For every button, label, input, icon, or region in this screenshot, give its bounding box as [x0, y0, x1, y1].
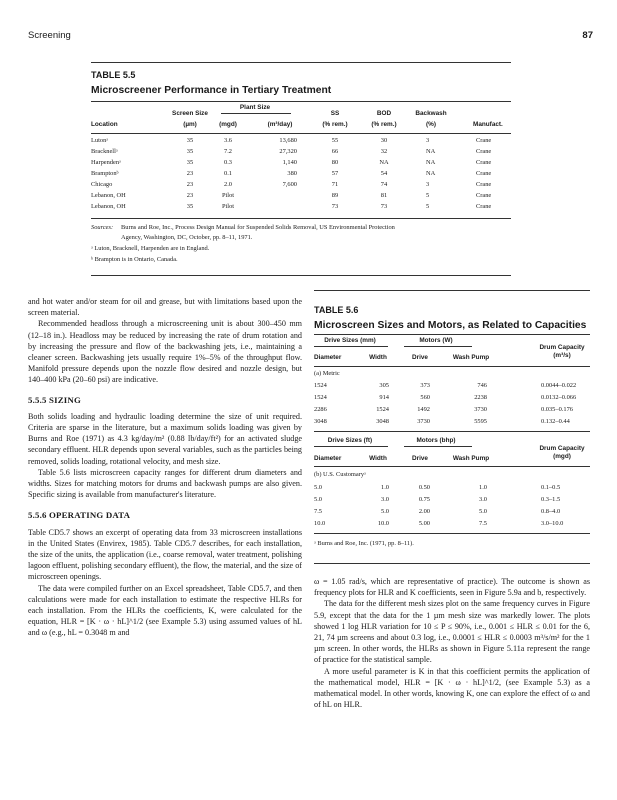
col-wash-pump: Wash Pump — [452, 455, 490, 462]
running-header-section: Screening — [28, 30, 71, 41]
sources-text-cont: Agency, Washington, DC, October, pp. 8–11, 1971. — [121, 234, 253, 241]
cell-m3day: 7,600 — [282, 181, 297, 188]
cell-diameter: 3048 — [314, 418, 327, 425]
cell-backwash: NA — [426, 170, 436, 177]
paragraph: Recommended headloss through a microscreening unit is about 300–450 mm (12–18 in.). Headloss may be reduced by increasing the rate of drum rotation and by increasing the pressure and flow of the backwashing jets, i.e., maintaining a cleaner screen. Backwashing jets usually require 1%–5% of the throughput flow. Manifold pressure depends upon the nozzle flow desired and nozzle design, but 140–400 kPa (20–60 psi) are indicative. — [28, 319, 302, 385]
cell-bod: 73 — [380, 203, 388, 210]
cell-width: 1.0 — [381, 484, 389, 491]
cell-diameter: 1524 — [314, 382, 327, 389]
cell-bod: 74 — [380, 181, 388, 188]
cell-backwash: NA — [426, 159, 436, 166]
col-group-drive-sizes: Drive Sizes (mm) — [324, 337, 376, 344]
cell-backwash: 3 — [426, 181, 430, 188]
col-wash-pump: Wash Pump — [452, 354, 490, 361]
paragraph: Table 5.6 lists microscreen capacity ranges for different drum diameters and widths. Sizes for matching motors for drums and backwash pumps are also given. Specific sizing is available from manufacturer's literature. — [28, 467, 302, 500]
group-underline — [404, 446, 472, 447]
col-drive: Drive — [412, 455, 428, 462]
col-backwash-unit: (%) — [426, 121, 436, 128]
table-bottom-rule — [91, 275, 511, 276]
cell-capacity: 0.0044–0.022 — [541, 382, 577, 389]
col-mgd: (mgd) — [219, 121, 237, 128]
cell-drive: 0.75 — [418, 496, 430, 503]
col-bod: BOD — [376, 110, 392, 117]
group-underline — [314, 446, 388, 447]
cell-wash: 5.0 — [479, 508, 487, 515]
cell-bod: 32 — [380, 148, 388, 155]
table-title: Microscreen Sizes and Motors, as Related to Capacities — [314, 320, 587, 331]
group-underline — [314, 346, 388, 347]
cell-ss: 57 — [331, 170, 339, 177]
cell-diameter: 1524 — [314, 394, 327, 401]
table-top-rule — [314, 290, 590, 291]
cell-location: Lutonᵃ — [91, 137, 109, 144]
col-group-plant-size: Plant Size — [239, 104, 271, 111]
footnote-b: ᵇ Brampton is in Ontario, Canada. — [91, 256, 178, 263]
col-drum-capacity-unit: (m³/s) — [553, 352, 571, 359]
col-backwash: Backwash — [415, 110, 447, 117]
cell-screen: 35 — [186, 203, 194, 210]
col-drive: Drive — [412, 354, 428, 361]
col-width: Width — [369, 455, 387, 462]
table-title: Microscreener Performance in Tertiary Treatment — [91, 85, 332, 96]
cell-drive: 560 — [420, 394, 430, 401]
cell-ss: 73 — [331, 203, 339, 210]
table-label: TABLE 5.5 — [91, 70, 136, 80]
cell-manufacturer: Crane — [476, 203, 492, 210]
cell-m3day: 27,320 — [279, 148, 297, 155]
col-group-drive-sizes: Drive Sizes (ft) — [327, 437, 373, 444]
section-label-us: (b) U.S. Customaryᵃ — [314, 471, 366, 478]
col-location: Location — [91, 121, 118, 128]
cell-bod: 81 — [380, 192, 388, 199]
cell-wash: 5595 — [474, 418, 487, 425]
cell-manufacturer: Crane — [476, 181, 492, 188]
group-underline — [404, 346, 472, 347]
cell-screen: 35 — [186, 137, 194, 144]
paragraph: The data for the different mesh sizes plot on the same frequency curves in Figure 5.9, except that the data for the 1 µm mesh size was markedly lower. The plots showed 1 log HLR variation for 10 ≤ P ≤ 90%, i.e., 0.001 ≤ HLR ≤ 0.01 for the 6, 21, 74 µm screens and about 0.3 log, i.e., 0.0001 ≤ HLR ≤ 0.0003 m³/s/m² for the 1 µm screen. In other words, the HLRs as shown in Figure 5.11a represent the range of practice for the statistical sample. — [314, 599, 590, 665]
cell-backwash: 3 — [426, 137, 430, 144]
cell-drive: 1492 — [417, 406, 430, 413]
cell-manufacturer: Crane — [476, 159, 492, 166]
table-label: TABLE 5.6 — [314, 305, 359, 315]
cell-location: Chicago — [91, 181, 113, 188]
cell-mgd: Pilot — [221, 203, 235, 210]
cell-ss: 55 — [331, 137, 339, 144]
col-drum-capacity: Drum Capacity — [539, 344, 585, 351]
page-number: 87 — [582, 30, 593, 41]
cell-drive: 3730 — [417, 418, 430, 425]
cell-screen: 23 — [186, 192, 194, 199]
col-width: Width — [369, 354, 387, 361]
cell-m3day: 1,140 — [282, 159, 297, 166]
cell-bod: 54 — [380, 170, 388, 177]
col-screen-size: Screen Size — [172, 110, 208, 117]
cell-width: 305 — [379, 382, 389, 389]
cell-mgd: 0.3 — [224, 159, 232, 166]
cell-location: Lebanon, OH — [91, 203, 126, 210]
table-rule — [314, 334, 590, 335]
paragraph: Both solids loading and hydraulic loading determine the size of unit required. Criteria are sparse in the literature, but a maximum solids loading was given by Burns and Roe (1971) as 4.3 kg/day/m² (0.88 lb/day/ft²) for an activated sludge secondary effluent. HLR depends upon several variables, such as the particles being removed, solids loading, rotational velocity, and mesh size. — [28, 411, 302, 466]
cell-mgd: 3.6 — [224, 137, 232, 144]
table-rule — [91, 218, 511, 219]
sources-text: Burns and Roe, Inc., Process Design Manual for Suspended Solids Removal, US Environmental Protection — [121, 224, 395, 231]
cell-screen: 35 — [186, 148, 194, 155]
cell-wash: 746 — [477, 382, 487, 389]
col-group-motors: Motors (W) — [419, 337, 453, 344]
cell-manufacturer: Crane — [476, 137, 492, 144]
group-underline — [221, 113, 291, 114]
cell-capacity: 0.1–0.5 — [541, 484, 561, 491]
cell-location: Lebanon, OH — [91, 192, 126, 199]
cell-capacity: 3.0–10.0 — [541, 520, 564, 527]
col-ss-unit: (% rem.) — [322, 121, 348, 128]
cell-width: 3048 — [376, 418, 389, 425]
table-rule — [314, 431, 590, 432]
cell-capacity: 0.035–0.176 — [541, 406, 573, 413]
table-rule — [314, 533, 590, 534]
cell-ss: 89 — [331, 192, 339, 199]
cell-ss: 66 — [331, 148, 339, 155]
cell-mgd: Pilot — [221, 192, 235, 199]
cell-capacity: 0.0132–0.066 — [541, 394, 577, 401]
cell-drive: 2.00 — [418, 508, 430, 515]
cell-diameter: 2286 — [314, 406, 327, 413]
col-m3day: (m³/day) — [267, 121, 293, 128]
cell-mgd: 2.0 — [224, 181, 232, 188]
left-column — [28, 296, 302, 639]
paragraph: Table CD5.7 shows an excerpt of operating data from 33 microscreen installations in the United States (Envirex, 1985). Table CD5.7 describes, for each installation, the size of the units, the application (i.e., coarse removal, water treatment, polishing lagoon effluent, polishing secondary effluent), the flow, the material, and the size of microscreen openings. — [28, 527, 302, 582]
cell-diameter: 5.0 — [314, 496, 322, 503]
paragraph: A more useful parameter is K in that this coefficient permits the application of the mathematical model, HLR = [K · ω · hL]^1/2, (see Example 5.3) as a mathematical model. In other words, knowing K, one can explore the effect of ω and of hL on HLR. — [314, 666, 590, 710]
col-group-motors: Motors (bhp) — [416, 437, 456, 444]
table-top-rule — [91, 62, 511, 63]
cell-diameter: 7.5 — [314, 508, 322, 515]
cell-drive: 0.50 — [418, 484, 430, 491]
cell-diameter: 5.0 — [314, 484, 322, 491]
section-label-metric: (a) Metric — [314, 370, 340, 377]
table-rule — [91, 101, 511, 102]
cell-screen: 23 — [186, 181, 194, 188]
col-ss: SS — [330, 110, 340, 117]
cell-bod: 30 — [380, 137, 388, 144]
cell-wash: 3.0 — [479, 496, 487, 503]
cell-location: Bracknellᵃ — [91, 148, 118, 155]
cell-width: 3.0 — [381, 496, 389, 503]
col-bod-unit: (% rem.) — [371, 121, 397, 128]
col-screen-unit: (µm) — [183, 121, 197, 128]
cell-backwash: 5 — [426, 192, 430, 199]
cell-wash: 1.0 — [479, 484, 487, 491]
cell-mgd: 7.2 — [224, 148, 232, 155]
cell-ss: 80 — [331, 159, 339, 166]
col-diameter: Diameter — [314, 455, 342, 462]
cell-wash: 7.5 — [479, 520, 487, 527]
cell-screen: 23 — [186, 170, 194, 177]
cell-width: 5.0 — [381, 508, 389, 515]
cell-manufacturer: Crane — [476, 170, 492, 177]
table-rule — [314, 366, 590, 367]
cell-location: Harpendenᵃ — [91, 159, 121, 166]
cell-drive: 5.00 — [418, 520, 430, 527]
sources-label: Sources: — [91, 224, 114, 231]
cell-wash: 3730 — [474, 406, 487, 413]
cell-width: 914 — [379, 394, 389, 401]
cell-mgd: 0.1 — [224, 170, 232, 177]
cell-bod: NA — [379, 159, 389, 166]
table-rule — [91, 133, 511, 134]
section-heading: 5.5.5 SIZING — [28, 394, 81, 405]
col-manufacturer: Manufact. — [473, 121, 503, 128]
right-column — [314, 576, 590, 710]
cell-manufacturer: Crane — [476, 148, 492, 155]
table-rule — [314, 466, 590, 467]
cell-backwash: 5 — [426, 203, 430, 210]
table-bottom-rule — [314, 563, 590, 564]
section-heading: 5.5.6 OPERATING DATA — [28, 510, 131, 521]
footnote-a: ᵃ Luton, Bracknell, Harpenden are in England. — [91, 245, 210, 252]
paragraph: ω = 1.05 rad/s, which are representative of practice). The outcome is shown as frequency plots for HLR and K coefficients, seen in Figure 5.9a and b, respectively. — [314, 577, 590, 598]
cell-width: 1524 — [376, 406, 389, 413]
cell-screen: 35 — [186, 159, 194, 166]
cell-backwash: NA — [426, 148, 436, 155]
cell-capacity: 0.3–1.5 — [541, 496, 561, 503]
paragraph: and hot water and/or steam for oil and grease, but with limitations based upon the screen material. — [28, 297, 302, 318]
cell-drive: 373 — [420, 382, 430, 389]
cell-manufacturer: Crane — [476, 192, 492, 199]
col-drum-capacity: Drum Capacity — [539, 445, 585, 452]
cell-m3day: 13,680 — [279, 137, 297, 144]
cell-diameter: 10.0 — [314, 520, 326, 527]
cell-wash: 2238 — [474, 394, 487, 401]
col-diameter: Diameter — [314, 354, 342, 361]
cell-m3day: 380 — [287, 170, 297, 177]
cell-capacity: 0.132–0.44 — [541, 418, 570, 425]
cell-location: Bramptonᵇ — [91, 170, 119, 177]
cell-capacity: 0.8–4.0 — [541, 508, 561, 515]
paragraph: The data were compiled further on an Excel spreadsheet, Table CD5.7, and then calculations were made for each installation to estimate the respective HLRs for each installation. From the HLRs the coefficients, K, were calculated for the equation, HLR = [K · ω · hL]^1/2 (see Example 5.3) using assumed values of hL and ω (e.g., hL = 0.3048 m and — [28, 583, 302, 638]
cell-ss: 71 — [331, 181, 339, 188]
col-drum-capacity-unit: (mgd) — [553, 453, 571, 460]
cell-width: 10.0 — [377, 520, 389, 527]
footnote-a: ᵃ Burns and Roe, Inc. (1971, pp. 8–11). — [314, 540, 414, 547]
